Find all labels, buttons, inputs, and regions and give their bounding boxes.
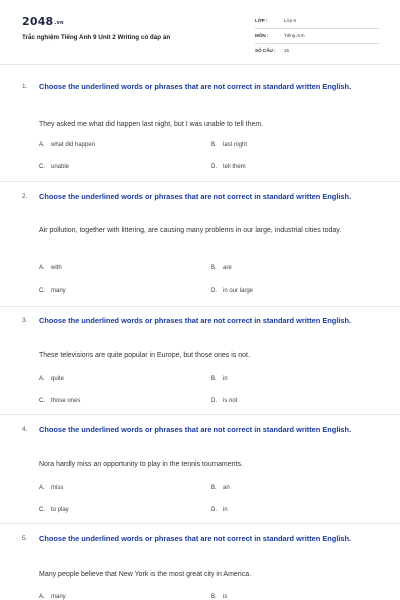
question-number: 1. [22, 83, 28, 90]
option-d[interactable]: D. is not [211, 398, 238, 404]
option-d[interactable]: D. in [211, 507, 228, 513]
option-c[interactable]: C. unable [39, 164, 70, 170]
meta-label: SỐ CÂU : [255, 48, 276, 53]
question-instruction: Choose the underlined words or phrases that are not correct in standard written English. [39, 316, 352, 325]
option-b[interactable]: B. in [211, 376, 228, 382]
question-number: 5. [22, 535, 28, 542]
option-c[interactable]: C. those ones [39, 398, 81, 404]
meta-table [255, 14, 379, 59]
option-c[interactable]: C. many [39, 288, 66, 294]
meta-label: LỚP : [255, 18, 268, 23]
meta-row-count [255, 44, 379, 59]
question-divider [0, 306, 400, 307]
option-b[interactable]: B. last night [211, 142, 248, 148]
option-b[interactable]: B. is [211, 594, 228, 600]
meta-label: MÔN : [255, 33, 269, 38]
question-sentence: Air pollution, together with littering, are causing many problems in our large, industrial cities today. [39, 227, 342, 234]
option-b[interactable]: B. an [211, 485, 230, 491]
worksheet-header [0, 0, 400, 65]
option-d[interactable]: D. tell them [211, 164, 246, 170]
question-number: 4. [22, 426, 28, 433]
option-a[interactable]: A. quite [39, 376, 65, 382]
option-a[interactable]: A. with [39, 265, 62, 271]
meta-value: Tiếng Anh [284, 33, 305, 38]
meta-value: Lớp 9 [284, 18, 296, 23]
logo-tld: .vn [54, 20, 64, 26]
question-number: 2. [22, 193, 28, 200]
option-c[interactable]: C. to play [39, 507, 69, 513]
question-divider [0, 523, 400, 524]
option-a[interactable]: A. many [39, 594, 66, 600]
question-number: 3. [22, 317, 28, 324]
meta-row-class [255, 14, 379, 29]
question-divider [0, 181, 400, 182]
question-instruction: Choose the underlined words or phrases that are not correct in standard written English. [39, 425, 352, 434]
question-sentence: Many people believe that New York is the most great city in America. [39, 571, 252, 578]
logo-text: 2048 [22, 15, 54, 28]
question-sentence: Nora hardly miss an opportunity to play in the tennis tournaments. [39, 461, 243, 468]
option-b[interactable]: B. are [211, 265, 232, 271]
site-logo[interactable] [22, 15, 64, 28]
question-instruction: Choose the underlined words or phrases that are not correct in standard written English. [39, 192, 352, 201]
option-d[interactable]: D. in our large [211, 288, 254, 294]
question-sentence: They asked me what did happen last night, but I was unable to tell them. [39, 121, 264, 128]
question-instruction: Choose the underlined words or phrases that are not correct in standard written English. [39, 534, 352, 543]
question-sentence: These televisions are quite popular in Europe, but those ones is not. [39, 352, 250, 359]
option-a[interactable]: A. miss [39, 485, 64, 491]
document-title: Trắc nghiệm Tiếng Anh 9 Unit 2 Writing có đáp án [22, 34, 171, 41]
question-divider [0, 414, 400, 415]
question-instruction: Choose the underlined words or phrases that are not correct in standard written English. [39, 82, 352, 91]
meta-value: 15 [284, 48, 290, 53]
meta-row-subject [255, 29, 379, 44]
option-a[interactable]: A. what did happen [39, 142, 96, 148]
